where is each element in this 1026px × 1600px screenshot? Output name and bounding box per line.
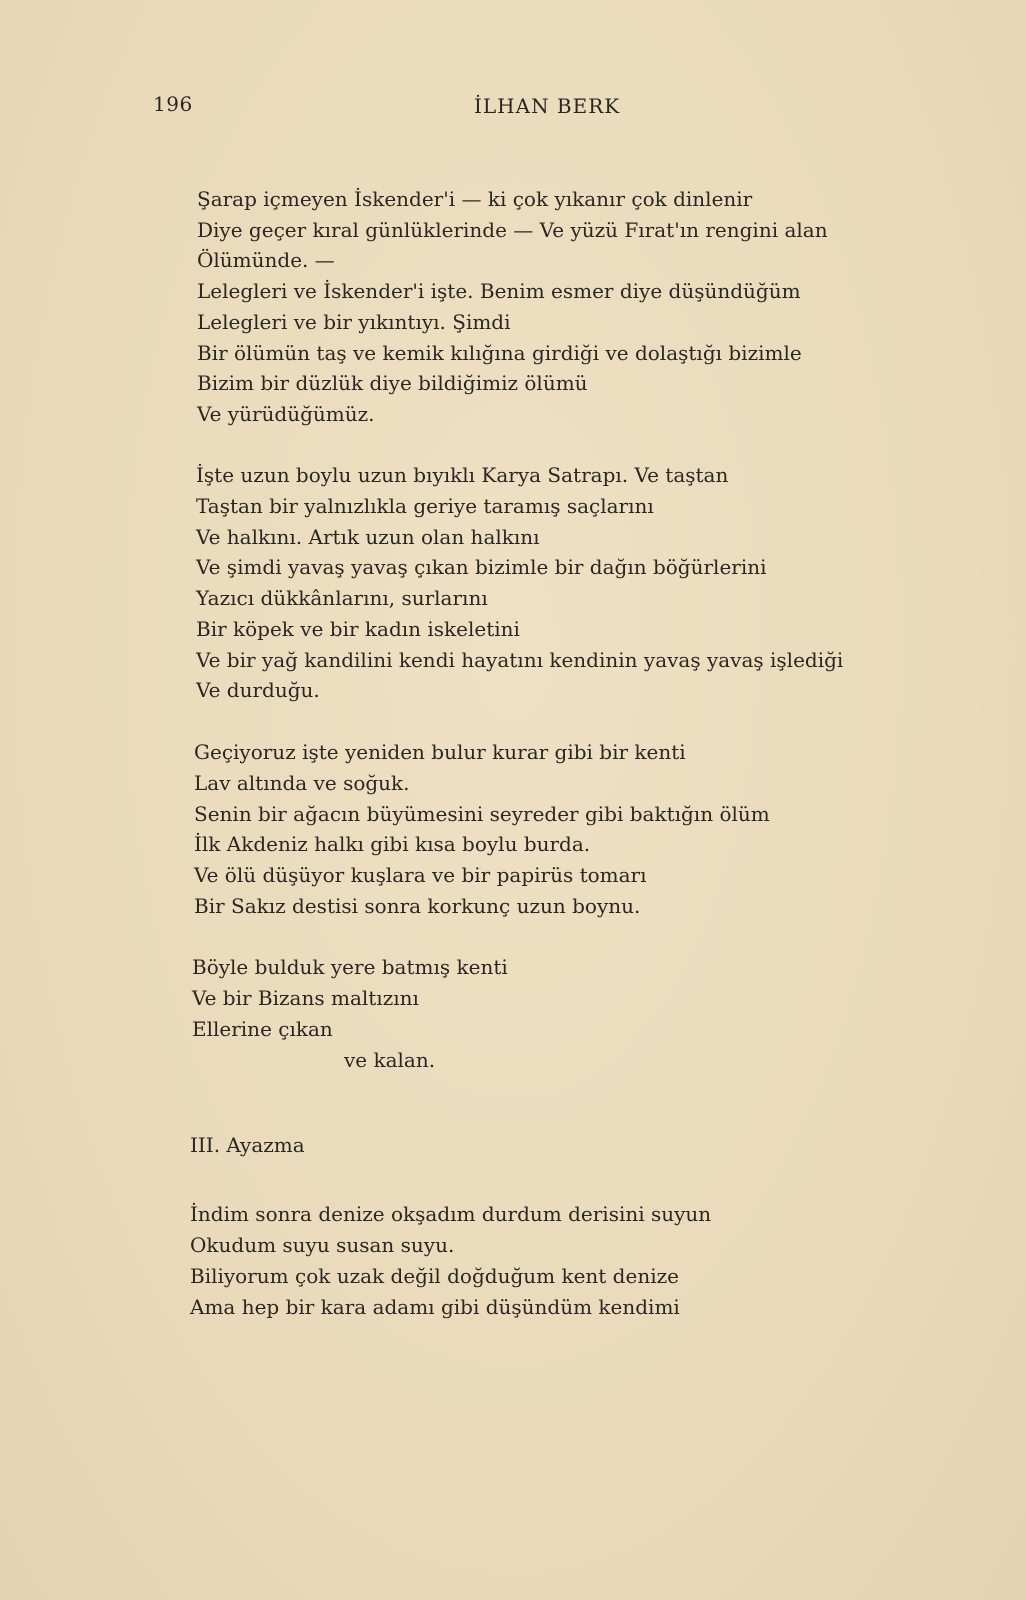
poem-line: Bizim bir düzlük diye bildiğimiz ölümü [197, 371, 588, 395]
poem-line: Ellerine çıkan [192, 1017, 333, 1041]
poem-line: Yazıcı dükkânlarını, surlarını [196, 586, 488, 610]
poem-line: Ve ölü düşüyor kuşlara ve bir papirüs tomarı [194, 863, 647, 887]
section-title: III. Ayazma [190, 1133, 305, 1157]
poem-line: Senin bir ağacın büyümesini seyreder gibi baktığın ölüm [194, 802, 770, 826]
poem-line: Biliyorum çok uzak değil doğduğum kent denize [190, 1264, 679, 1288]
poem-line: Ve halkını. Artık uzun olan halkını [196, 525, 540, 549]
poem-line: Ölümünde. — [197, 248, 335, 272]
poem-line: Lelegleri ve bir yıkıntıyı. Şimdi [197, 310, 511, 334]
poem-line: İlk Akdeniz halkı gibi kısa boylu burda. [194, 832, 591, 856]
running-head: İLHAN BERK [474, 94, 621, 118]
poem-line: İndim sonra denize okşadım durdum derisini suyun [190, 1202, 712, 1226]
poem-line: Ve durduğu. [196, 678, 320, 702]
poem-line: Lav altında ve soğuk. [194, 771, 410, 795]
poem-line: Böyle bulduk yere batmış kenti [192, 955, 508, 979]
page-number: 196 [153, 92, 193, 116]
poem-line: Şarap içmeyen İskender'i — ki çok yıkanır çok dinlenir [197, 187, 753, 211]
poem-line: Okudum suyu susan suyu. [190, 1233, 455, 1257]
poem-line: ve kalan. [344, 1048, 436, 1072]
poem-line: İşte uzun boylu uzun bıyıklı Karya Satrapı. Ve taştan [196, 463, 729, 487]
poem-line: Ve bir Bizans maltızını [192, 986, 419, 1010]
poem-line: Ve yürüdüğümüz. [197, 402, 375, 426]
poem-line: Diye geçer kıral günlüklerinde — Ve yüzü Fırat'ın rengini alan [197, 218, 828, 242]
poem-line: Bir Sakız destisi sonra korkunç uzun boynu. [194, 894, 641, 918]
poem-line: Geçiyoruz işte yeniden bulur kurar gibi bir kenti [194, 740, 686, 764]
poem-line: Ve bir yağ kandilini kendi hayatını kendinin yavaş yavaş işlediği [196, 648, 844, 672]
poem-line: Bir ölümün taş ve kemik kılığına girdiği ve dolaştığı bizimle [197, 341, 802, 365]
poem-line: Taştan bir yalnızlıkla geriye taramış saçlarını [196, 494, 654, 518]
poem-line: Ama hep bir kara adamı gibi düşündüm kendimi [190, 1295, 680, 1319]
poem-line: Bir köpek ve bir kadın iskeletini [196, 617, 520, 641]
poem-line: Lelegleri ve İskender'i işte. Benim esmer diye düşündüğüm [197, 279, 801, 303]
poem-line: Ve şimdi yavaş yavaş çıkan bizimle bir dağın böğürlerini [196, 555, 767, 579]
